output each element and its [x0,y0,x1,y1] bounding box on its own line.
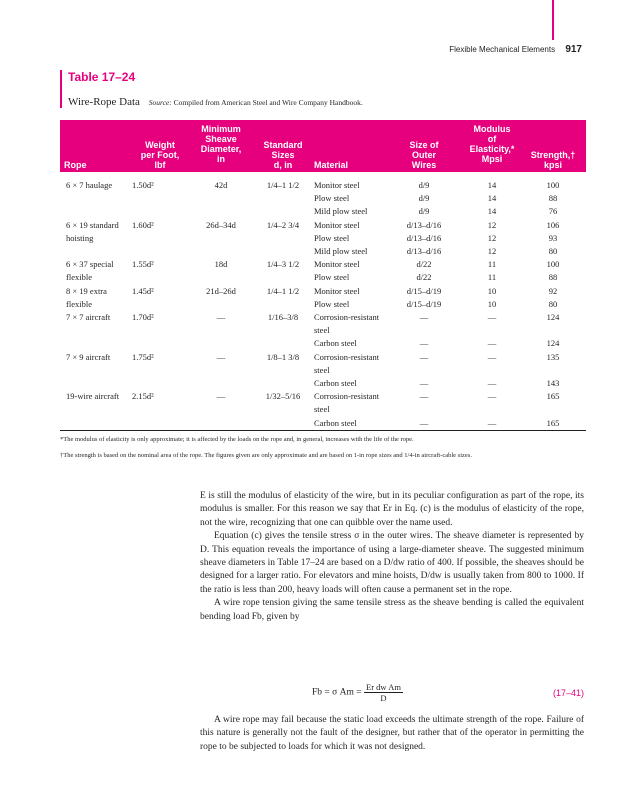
cell-modulus: — [487,417,497,428]
cell-sizes: 1/32–5/16 [265,391,301,402]
cell-material: Corrosion-resistant [314,312,380,322]
equation-fraction [364,682,403,703]
cell-modulus: — [487,312,497,322]
cell-outer: — [419,417,429,428]
table-header [60,120,586,172]
cell-outer: d/9 [418,193,430,204]
cell-sheave: 18d [214,259,228,270]
cell-weight: 2.15d² [132,391,154,402]
page-number: 917 [565,44,582,55]
cell-weight: 1.75d² [132,351,154,362]
cell-material: Carbon steel [314,338,357,349]
running-head-title: Flexible Mechanical Elements [449,45,556,54]
cell-rope: hoisting [66,232,94,243]
footnote-strength: †The strength is based on the nominal area of the rope. The figures given are only approximate and are based on 1-in rope sizes and 1/4-in aircraft-cable sizes. [60,452,472,459]
cell-modulus: 14 [487,193,497,204]
paragraph-4: A wire rope may fail because the static load exceeds the ultimate strength of the rope. Failure of this nature is generally not the fault of the designer, but rather that of the operator in permitting the rope to be subjected to loads for which it was not designed. [200,715,584,752]
cell-strength: 124 [546,312,560,322]
cell-outer: — [419,312,429,322]
cell-strength: 124 [546,338,560,349]
cell-strength: 100 [546,180,560,190]
cell-sizes: 1/4–1 1/2 [266,285,300,296]
top-rule-accent [552,0,554,40]
cell-modulus: 12 [487,219,497,230]
cell-weight: 1.45d² [132,285,154,296]
table-bottom-rule [60,430,586,431]
header-rope: Rope [64,160,87,170]
cell-material: Plow steel [314,193,350,204]
equation-lhs: Fb = σ Am = [312,687,362,698]
cell-rope: 8 × 19 extra [66,285,107,296]
equation-numerator: Er dw Am [366,682,401,692]
cell-outer: d/13–d/16 [406,246,442,256]
cell-sheave: — [216,312,226,322]
table-label: Table 17–24 [68,70,136,84]
cell-rope: 19-wire aircraft [66,391,120,402]
cell-material: Monitor steel [314,180,360,190]
header-strength: Strength,† kpsi [530,150,576,170]
footnote-modulus: *The modulus of elasticity is only approximate; it is affected by the loads on the rope and, in general, increases with the life of the rope. [60,436,414,443]
cell-sheave: 42d [214,180,228,190]
cell-outer: d/9 [418,206,430,217]
cell-material: Mild plow steel [314,206,368,217]
cell-material: Monitor steel [314,285,360,296]
cell-strength: 76 [548,206,558,217]
equation-denominator: D [380,693,387,703]
cell-sizes: 1/4–3 1/2 [266,259,300,270]
cell-material: Plow steel [314,298,350,309]
cell-rope: 7 × 7 aircraft [66,312,111,322]
cell-weight: 1.50d² [132,180,154,190]
cell-modulus: 12 [487,232,497,243]
cell-modulus: 10 [487,298,497,309]
cell-modulus: 12 [487,246,497,256]
table-accent-bar [60,70,62,108]
cell-outer: — [419,351,429,362]
cell-modulus: — [487,378,497,388]
cell-material: Carbon steel [314,378,357,388]
cell-strength: 165 [546,417,560,428]
header-sheave: Minimum Sheave Diameter, in [200,124,242,164]
cell-modulus: 11 [487,272,497,283]
cell-modulus: 10 [487,285,497,296]
cell-modulus: — [487,351,497,362]
header-sizes: Standard Sizes d, in [263,140,303,170]
cell-material: Plow steel [314,272,350,283]
cell-rope: 6 × 7 haulage [66,180,113,190]
cell-sizes: 1/8–1 3/8 [266,351,300,362]
cell-material: Corrosion-resistant [314,351,380,362]
cell-strength: 106 [546,219,560,230]
cell-strength: 135 [546,351,560,362]
cell-outer: — [419,391,429,402]
cell-material: Mild plow steel [314,246,368,256]
cell-material: steel [314,364,330,375]
paragraph-1: E is still the modulus of elasticity of the wire, but in its peculiar configuration as part of the rope, its modulus is smaller. For this reason we say that Er in Eq. (c) is the modulus of elasticity of the rope, not the wire, recognizing that one can quibble over the name used. [200,491,584,528]
equation-number: (17–41) [552,688,584,698]
cell-modulus: 14 [487,206,497,217]
cell-outer: d/15–d/19 [406,285,442,296]
table-caption [68,96,363,108]
cell-strength: 93 [548,232,558,243]
cell-material: Plow steel [314,232,350,243]
table-source: Source: Compiled from American Steel and Wire Company Handbook. [148,98,363,107]
cell-outer: d/9 [418,180,430,190]
cell-outer: — [419,378,429,388]
cell-material: Carbon steel [314,417,357,428]
cell-strength: 88 [548,272,558,283]
cell-material: steel [314,404,330,415]
header-outer: Size of Outer Wires [409,140,439,170]
cell-material: steel [314,325,330,336]
cell-material: Monitor steel [314,219,360,230]
cell-sheave: — [216,391,226,402]
cell-modulus: 11 [487,259,497,270]
cell-outer: d/22 [416,259,432,270]
running-head [300,44,582,55]
cell-strength: 80 [548,298,558,309]
header-material: Material [314,160,349,170]
cell-rope: flexible [66,272,92,283]
table-caption-title: Wire-Rope Data [68,96,140,108]
cell-outer: d/15–d/19 [406,298,442,309]
cell-sheave: 21d–26d [206,285,236,296]
cell-strength: 92 [548,285,558,296]
cell-strength: 143 [546,378,560,388]
cell-weight: 1.55d² [132,259,154,270]
cell-strength: 165 [546,391,560,402]
header-modulus: Modulus of Elasticity,* Mpsi [469,124,515,164]
cell-rope: 6 × 37 special [66,259,114,270]
cell-sizes: 1/4–1 1/2 [266,180,300,190]
cell-sheave: 26d–34d [206,219,236,230]
cell-material: Monitor steel [314,259,360,270]
cell-strength: 88 [548,193,558,204]
cell-outer: d/13–d/16 [406,219,442,230]
header-weight: Weight per Foot, lbf [140,140,180,170]
cell-modulus: 14 [487,180,497,190]
cell-outer: d/22 [416,272,432,283]
body-text-continued [200,714,584,754]
cell-strength: 100 [546,259,560,270]
equation-17-41 [200,682,584,706]
paragraph-2: Equation (c) gives the tensile stress σ in the outer wires. The sheave diameter is represented by D. This equation reveals the importance of using a large-diameter sheave. The suggested minimum sheave diameters in Table 17–24 are based on a D/dw ratio of 400. If possible, the sheaves should be designed for a larger ratio. For elevators and mine hoists, D/dw is usually taken from 800 to 1000. If the ratio is less than 200, heavy loads will often cause a permanent set in the rope. [200,531,584,595]
cell-rope: flexible [66,298,92,309]
cell-modulus: — [487,338,497,349]
cell-sizes: 1/4–2 3/4 [266,219,300,230]
cell-sizes: 1/16–3/8 [267,312,299,322]
cell-modulus: — [487,391,497,402]
cell-outer: d/13–d/16 [406,232,442,243]
paragraph-3: A wire rope tension giving the same tensile stress as the sheave bending is called the equivalent bending load Fb, given by [200,598,584,622]
cell-material: Corrosion-resistant [314,391,380,402]
cell-sheave: — [216,351,226,362]
cell-weight: 1.70d² [132,312,154,322]
body-text [200,490,584,624]
cell-outer: — [419,338,429,349]
cell-rope: 6 × 19 standard [66,219,119,230]
cell-rope: 7 × 9 aircraft [66,351,111,362]
cell-strength: 80 [548,246,558,256]
cell-weight: 1.60d² [132,219,154,230]
